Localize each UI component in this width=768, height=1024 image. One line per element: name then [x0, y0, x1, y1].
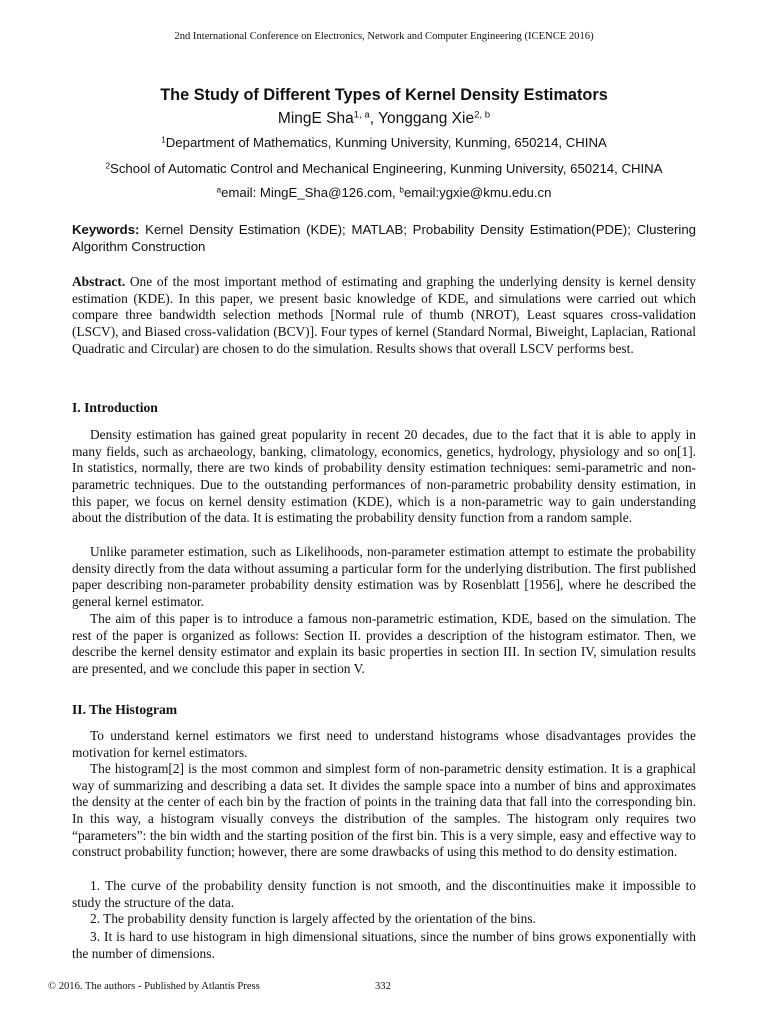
list-item: 3. It is hard to use histogram in high dimensional situations, since the number of bins grows exponentially with the number of dimensions.	[72, 929, 696, 961]
email-sup: b	[399, 185, 404, 195]
list-item: 1. The curve of the probability density function is not smooth, and the discontinuities make it impossible to study the structure of the data.	[72, 878, 696, 910]
affiliation-2	[0, 161, 768, 176]
abstract	[72, 274, 696, 357]
section-heading-introduction: I. Introduction	[72, 400, 158, 415]
keywords	[72, 222, 696, 255]
keywords-label: Keywords:	[72, 222, 140, 237]
keywords-text: Kernel Density Estimation (KDE); MATLAB; Probability Density Estimation(PDE); Clustering Algorithm Construction	[72, 222, 696, 254]
paragraph: The histogram[2] is the most common and simplest form of non-parametric density estimation. It is a graphical way of summarizing and describing a data set. It divides the sample space into a number of bins and approximates the density at the center of each bin by the fraction of points in the training data that fall into the corresponding bin. In this way, a histogram visually conveys the distribution of the samples. The histogram only requires two “parameters”: the bin width and the starting position of the first bin. This is a very simple, easy and effective way to construct probability function; however, there are some drawbacks of using this method to do density estimation.	[72, 761, 696, 860]
section-heading-histogram: II. The Histogram	[72, 702, 178, 717]
paragraph: Density estimation has gained great popularity in recent 20 decades, due to the fact that it is able to apply in many fields, such as archaeology, banking, climatology, economics, genetics, hydrology, physiology and so on[1]. In statistics, normally, there are two kinds of probability density estimation techniques: semi-parametric and non-parametric techniques. Due to the outstanding performances of non-parametric probability density estimation, in this paper, we focus on kernel density estimation (KDE), which is a non-parametric way to gain understanding about the distribution of the data. It is estimating the probability density function from a random sample.	[72, 427, 696, 526]
affiliation-text: Department of Mathematics, Kunming University, Kunming, 650214, CHINA	[165, 135, 607, 150]
emails	[0, 185, 768, 200]
email-sup: a	[216, 185, 222, 195]
affiliation-sup: 1	[161, 135, 166, 145]
list-item: 2. The probability density function is largely affected by the orientation of the bins.	[90, 911, 536, 926]
abstract-text: One of the most important method of estimating and graphing the underlying density is kernel density estimation (KDE). In this paper, we present basic knowledge of KDE, and simulations were carried out which compare three bandwidth selection methods [Normal rule of thumb (NROT), Least squares cross-validation (LSCV), and Biased cross-validation (BCV)]. Four types of kernel (Standard Normal, Biweight, Laplacian, Rational Quadratic and Circular) are chosen to do the simulation. Results shows that overall LSCV performs best.	[72, 274, 697, 356]
email-text: email:ygxie@kmu.edu.cn	[403, 185, 552, 200]
author-name: Yonggang Xie	[378, 110, 475, 127]
email-text: email: MingE_Sha@126.com,	[221, 185, 400, 200]
author-sup: 1, a	[353, 109, 370, 121]
author-separator: ,	[369, 110, 379, 127]
paper-title: The Study of Different Types of Kernel Density Estimators	[160, 86, 608, 104]
affiliation-1	[0, 135, 768, 150]
page-number: 332	[375, 981, 391, 992]
abstract-label: Abstract.	[72, 274, 126, 289]
conference-header: 2nd International Conference on Electronics, Network and Computer Engineering (ICENCE 2016)	[174, 31, 594, 42]
author-name: MingE Sha	[277, 110, 354, 127]
author-sup: 2, b	[474, 109, 491, 121]
affiliation-sup: 2	[105, 161, 111, 171]
authors	[0, 110, 768, 128]
paragraph: To understand kernel estimators we first need to understand histograms whose disadvantages provides the motivation for kernel estimators.	[72, 728, 696, 760]
paragraph: Unlike parameter estimation, such as Likelihoods, non-parameter estimation attempt to estimate the probability density directly from the data without assuming a particular form for the underlying distribution. The first published paper describing non-parameter probability density estimation was by Rosenblatt [1956], where he described the general kernel estimator.	[72, 544, 696, 609]
paragraph: The aim of this paper is to introduce a famous non-parametric estimation, KDE, based on the simulation. The rest of the paper is organized as follows: Section II. provides a description of the histogram estimator. Then, we describe the kernel density estimator and explain its basic properties in section III. In section IV, simulation results are presented, and we conclude this paper in section V.	[72, 611, 696, 676]
affiliation-text: School of Automatic Control and Mechanical Engineering, Kunming University, 650214, CHINA	[110, 161, 663, 176]
copyright-footer: © 2016. The authors - Published by Atlantis Press	[48, 981, 260, 992]
